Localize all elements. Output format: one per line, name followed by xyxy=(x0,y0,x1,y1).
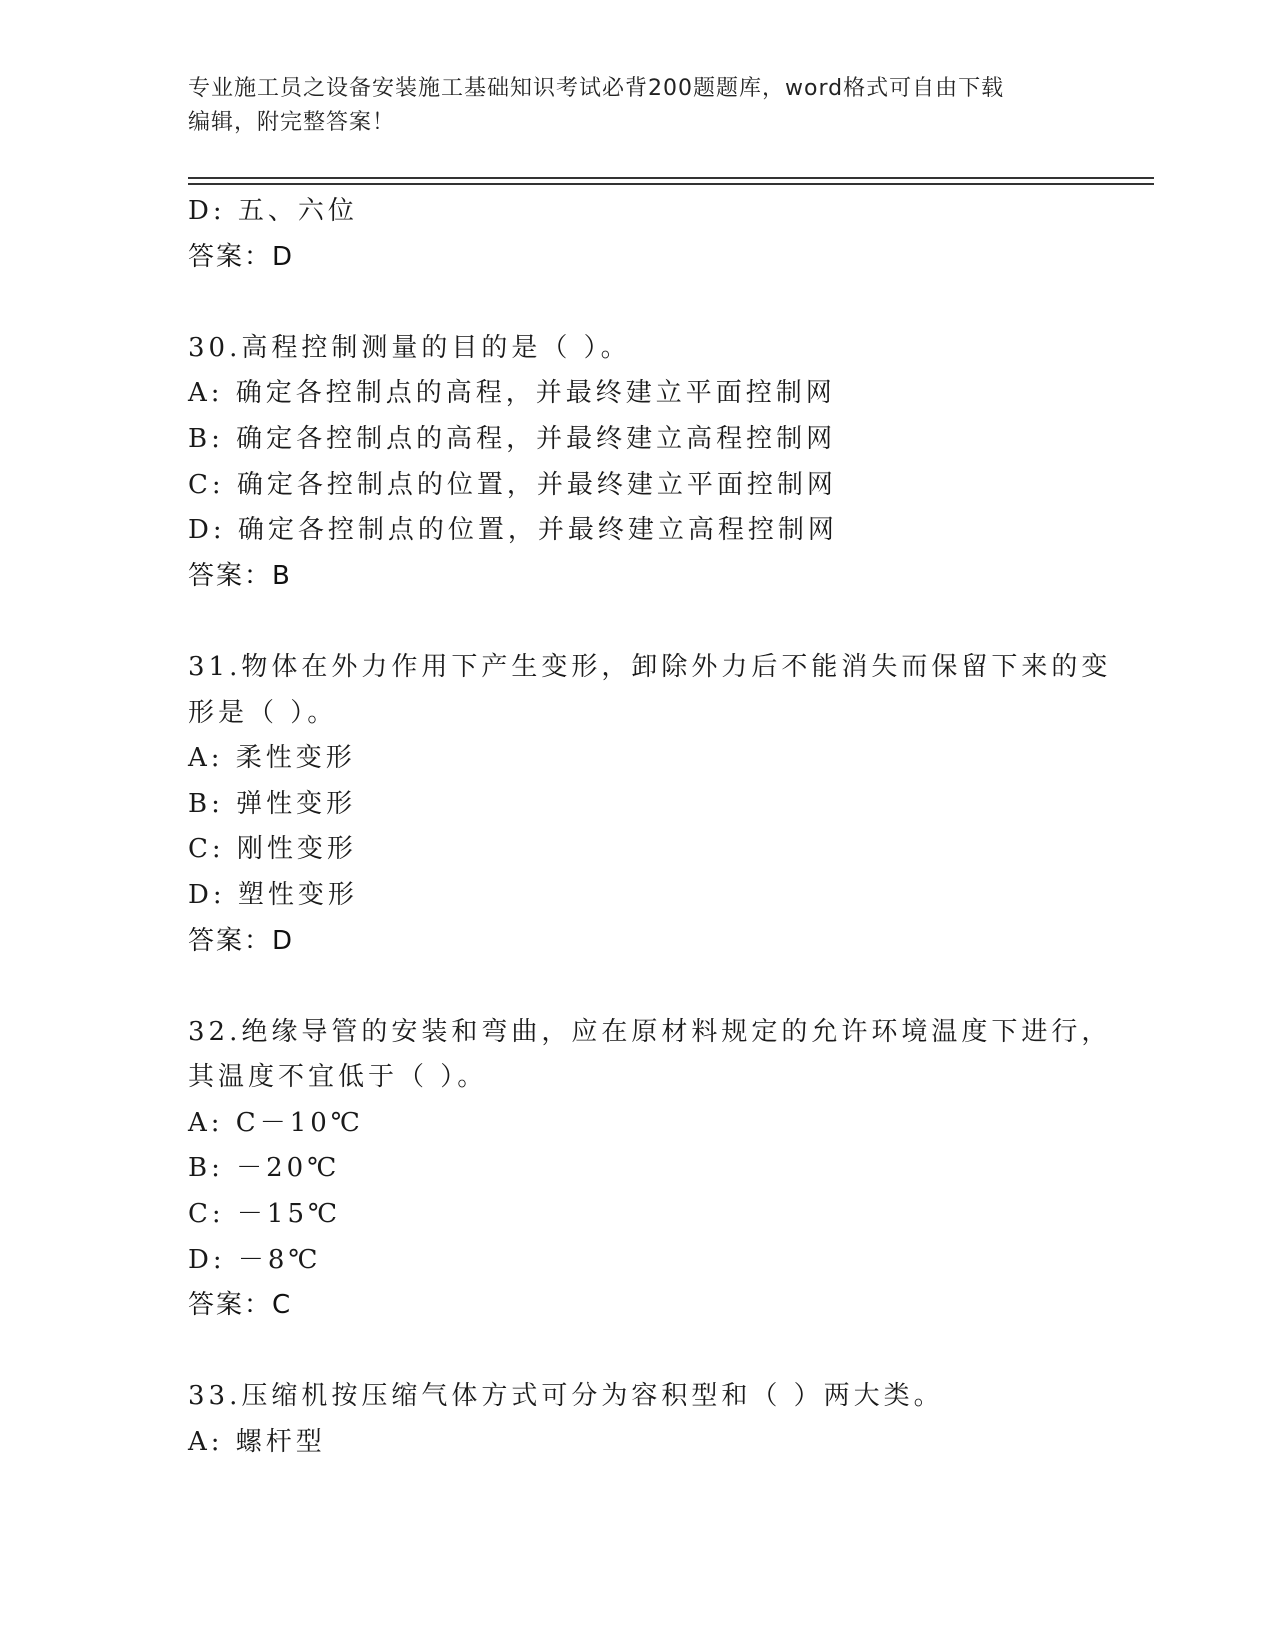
question-31 xyxy=(188,645,1112,964)
option-b: B: －20℃ xyxy=(188,1153,341,1184)
header-rule-top xyxy=(188,177,1154,179)
answer-line: 答案：D xyxy=(188,925,295,956)
question-stem-line-1: 32.绝缘导管的安装和弯曲，应在原材料规定的允许环境温度下进行， xyxy=(188,1016,1112,1047)
answer-line: 答案：B xyxy=(188,560,292,591)
option-a: A: 螺杆型 xyxy=(188,1427,326,1458)
question-list xyxy=(188,189,1112,1466)
question-29-tail xyxy=(188,189,1088,280)
question-spacer xyxy=(188,280,1088,326)
option-d: D: 五、六位 xyxy=(188,196,358,226)
question-33 xyxy=(188,1374,1088,1465)
document-header xyxy=(188,72,1088,140)
option-d: D: 确定各控制点的位置，并最终建立高程控制网 xyxy=(188,515,838,546)
question-spacer xyxy=(188,1329,1088,1375)
question-spacer xyxy=(188,599,1088,645)
question-stem-line-1: 31.物体在外力作用下产生变形，卸除外力后不能消失而保留下来的变 xyxy=(188,651,1112,682)
question-stem: 33.压缩机按压缩气体方式可分为容积型和（ ）两大类。 xyxy=(188,1381,944,1412)
question-stem-line-2: 其温度不宜低于（ ）。 xyxy=(188,1062,488,1093)
answer-line: 答案：C xyxy=(188,1290,293,1321)
question-stem: 30.高程控制测量的目的是（ ）。 xyxy=(188,332,631,363)
option-c: C: 确定各控制点的位置，并最终建立平面控制网 xyxy=(188,469,837,500)
question-30 xyxy=(188,326,1088,600)
header-line-1: 专业施工员之设备安装施工基础知识考试必背200题题库，word格式可自由下载 xyxy=(188,76,1005,101)
header-line-2: 编辑，附完整答案！ xyxy=(188,110,396,135)
option-a: A: C－10℃ xyxy=(188,1107,364,1138)
option-d: D: －8℃ xyxy=(188,1244,322,1275)
option-a: A: 柔性变形 xyxy=(188,743,356,774)
header-rule-bottom xyxy=(188,183,1154,185)
answer-line: 答案：D xyxy=(188,241,295,272)
question-stem-line-2: 形是（ ）。 xyxy=(188,697,338,728)
option-c: C: 刚性变形 xyxy=(188,834,357,865)
option-c: C: －15℃ xyxy=(188,1199,342,1230)
question-32 xyxy=(188,1010,1112,1329)
option-b: B: 确定各控制点的高程，并最终建立高程控制网 xyxy=(188,423,837,454)
option-b: B: 弹性变形 xyxy=(188,788,357,819)
option-d: D: 塑性变形 xyxy=(188,879,358,910)
option-a: A: 确定各控制点的高程，并最终建立平面控制网 xyxy=(188,378,836,409)
question-spacer xyxy=(188,964,1088,1010)
